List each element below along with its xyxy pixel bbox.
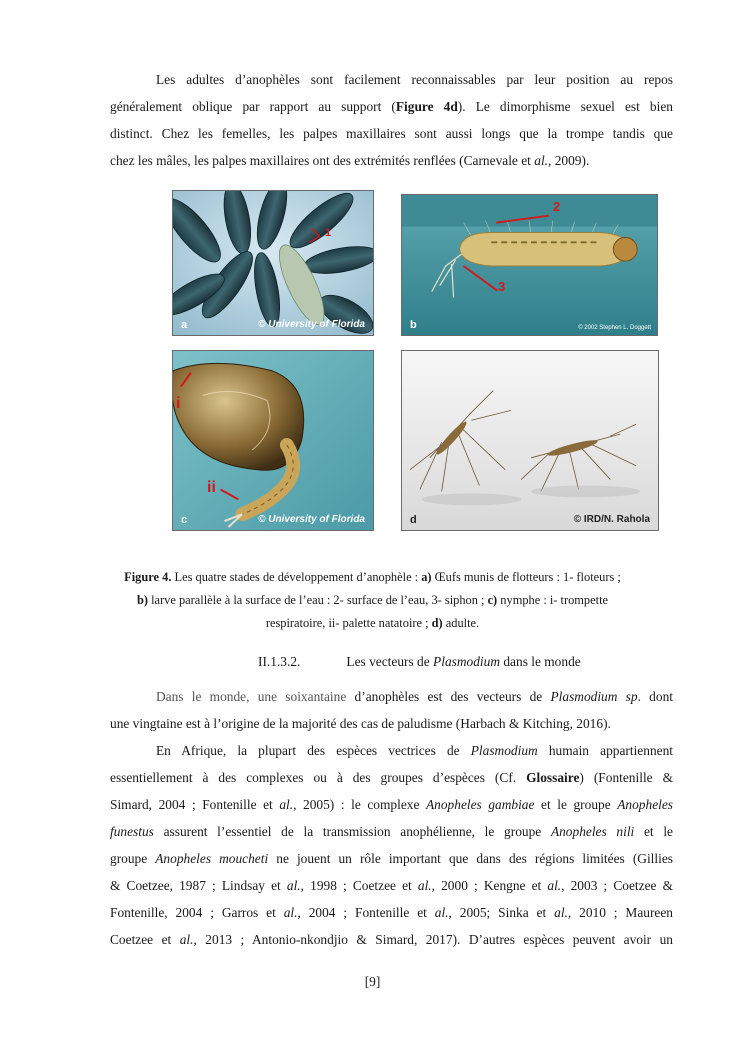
paragraph-line: généralement oblique par rapport au support (Figure 4d). Le dimorphisme sexuel est bien [110, 99, 673, 114]
caption-line: b) larve parallèle à la surface de l’eau : 2- surface de l’eau, 3- siphon ; c) nymphe : i- trompette [136, 593, 609, 607]
figure-panel-c-pupa [172, 350, 374, 531]
panel-letter-d: d [410, 514, 417, 526]
respiratory-trumpet-marker-label: i [176, 395, 181, 412]
paragraph-line: Dans le monde, une soixantaine d’anophèles est des vecteurs de Plasmodium sp. dont [156, 689, 673, 704]
paragraph-line: distinct. Chez les femelles, les palpes maxillaires sont aussi longs que la trompe tandis que [110, 126, 673, 141]
photo-credit: © 2002 Stephen L. Doggett [578, 325, 651, 331]
section-heading: II.1.3.2. Les vecteurs de Plasmodium dans le monde [258, 654, 581, 669]
paragraph-line: essentiellement à des complexes ou à des groupes d’espèces (Cf. Glossaire) (Fontenille & [110, 770, 673, 785]
larva-photo [402, 195, 657, 335]
figure-panel-d-adult [401, 350, 659, 531]
paragraph-line: Coetzee et al., 2013 ; Antonio-nkondjio & Simard, 2017). D’autres espèces peuvent avoir un [110, 932, 673, 947]
photo-credit: © IRD/N. Rahola [573, 514, 650, 525]
paragraph-line: En Afrique, la plupart des espèces vectrices de Plasmodium humain appartiennent [156, 743, 673, 758]
figure-reference: Figure 4d [395, 99, 458, 114]
photo-credit: © University of Florida [258, 514, 365, 525]
paragraph-line: Simard, 2004 ; Fontenille et al., 2005) : le complexe Anopheles gambiae et le groupe Anopheles [110, 797, 674, 812]
photo-credit: © University of Florida [258, 319, 365, 330]
eggs-photo [173, 191, 373, 335]
figure-panel-a-eggs [172, 190, 374, 336]
paragraph-line: une vingtaine est à l’origine de la majorité des cas de paludisme (Harbach & Kitching, 2016). [110, 716, 611, 731]
panel-letter-b: b [410, 319, 417, 331]
paragraph-line: chez les mâles, les palpes maxillaires ont des extrémités renflées (Carnevale et al., 2009). [110, 153, 590, 168]
panel-letter-c: c [181, 514, 188, 526]
paragraph-world-vectors [110, 683, 673, 737]
pupa-photo [173, 351, 373, 530]
caption-line: Figure 4. Les quatre stades de développement d’anophèle : a) Œufs munis de flotteurs : 1- floteurs ; [124, 570, 621, 584]
paddle-marker-label: ii [207, 479, 216, 496]
water-surface-marker-label: 2 [553, 199, 561, 214]
figure-panel-b-larva [401, 194, 658, 336]
paragraph-line: Les adultes d’anophèles sont facilement reconnaissables par leur position au repos [156, 72, 673, 87]
section-number: II.1.3.2. [258, 654, 301, 669]
figure-caption [96, 566, 649, 635]
siphon-marker-label: 3 [498, 279, 506, 294]
paragraph-line: groupe Anopheles moucheti ne jouent un rôle important que dans des régions limitées (Gillies [110, 851, 673, 866]
paragraph-africa-vectors [110, 737, 673, 953]
paragraph-line: Fontenille, 2004 ; Garros et al., 2004 ; Fontenille et al., 2005; Sinka et al., 2010 ; Maureen [110, 905, 674, 920]
paragraph-adult-description [110, 66, 673, 174]
panel-letter-a: a [181, 319, 188, 331]
paragraph-line: & Coetzee, 1987 ; Lindsay et al., 1998 ; Coetzee et al., 2000 ; Kengne et al., 2003 ; Coetzee & [110, 878, 673, 893]
float-marker-label: 1 [325, 227, 332, 239]
adult-mosquitoes-photo [402, 351, 658, 530]
paragraph-line: funestus assurent l’essentiel de la transmission anophélienne, le groupe Anopheles nili et le [110, 824, 674, 839]
page-number: [9] [364, 974, 381, 989]
caption-line: respiratoire, ii- palette natatoire ; d) adulte. [265, 616, 480, 630]
